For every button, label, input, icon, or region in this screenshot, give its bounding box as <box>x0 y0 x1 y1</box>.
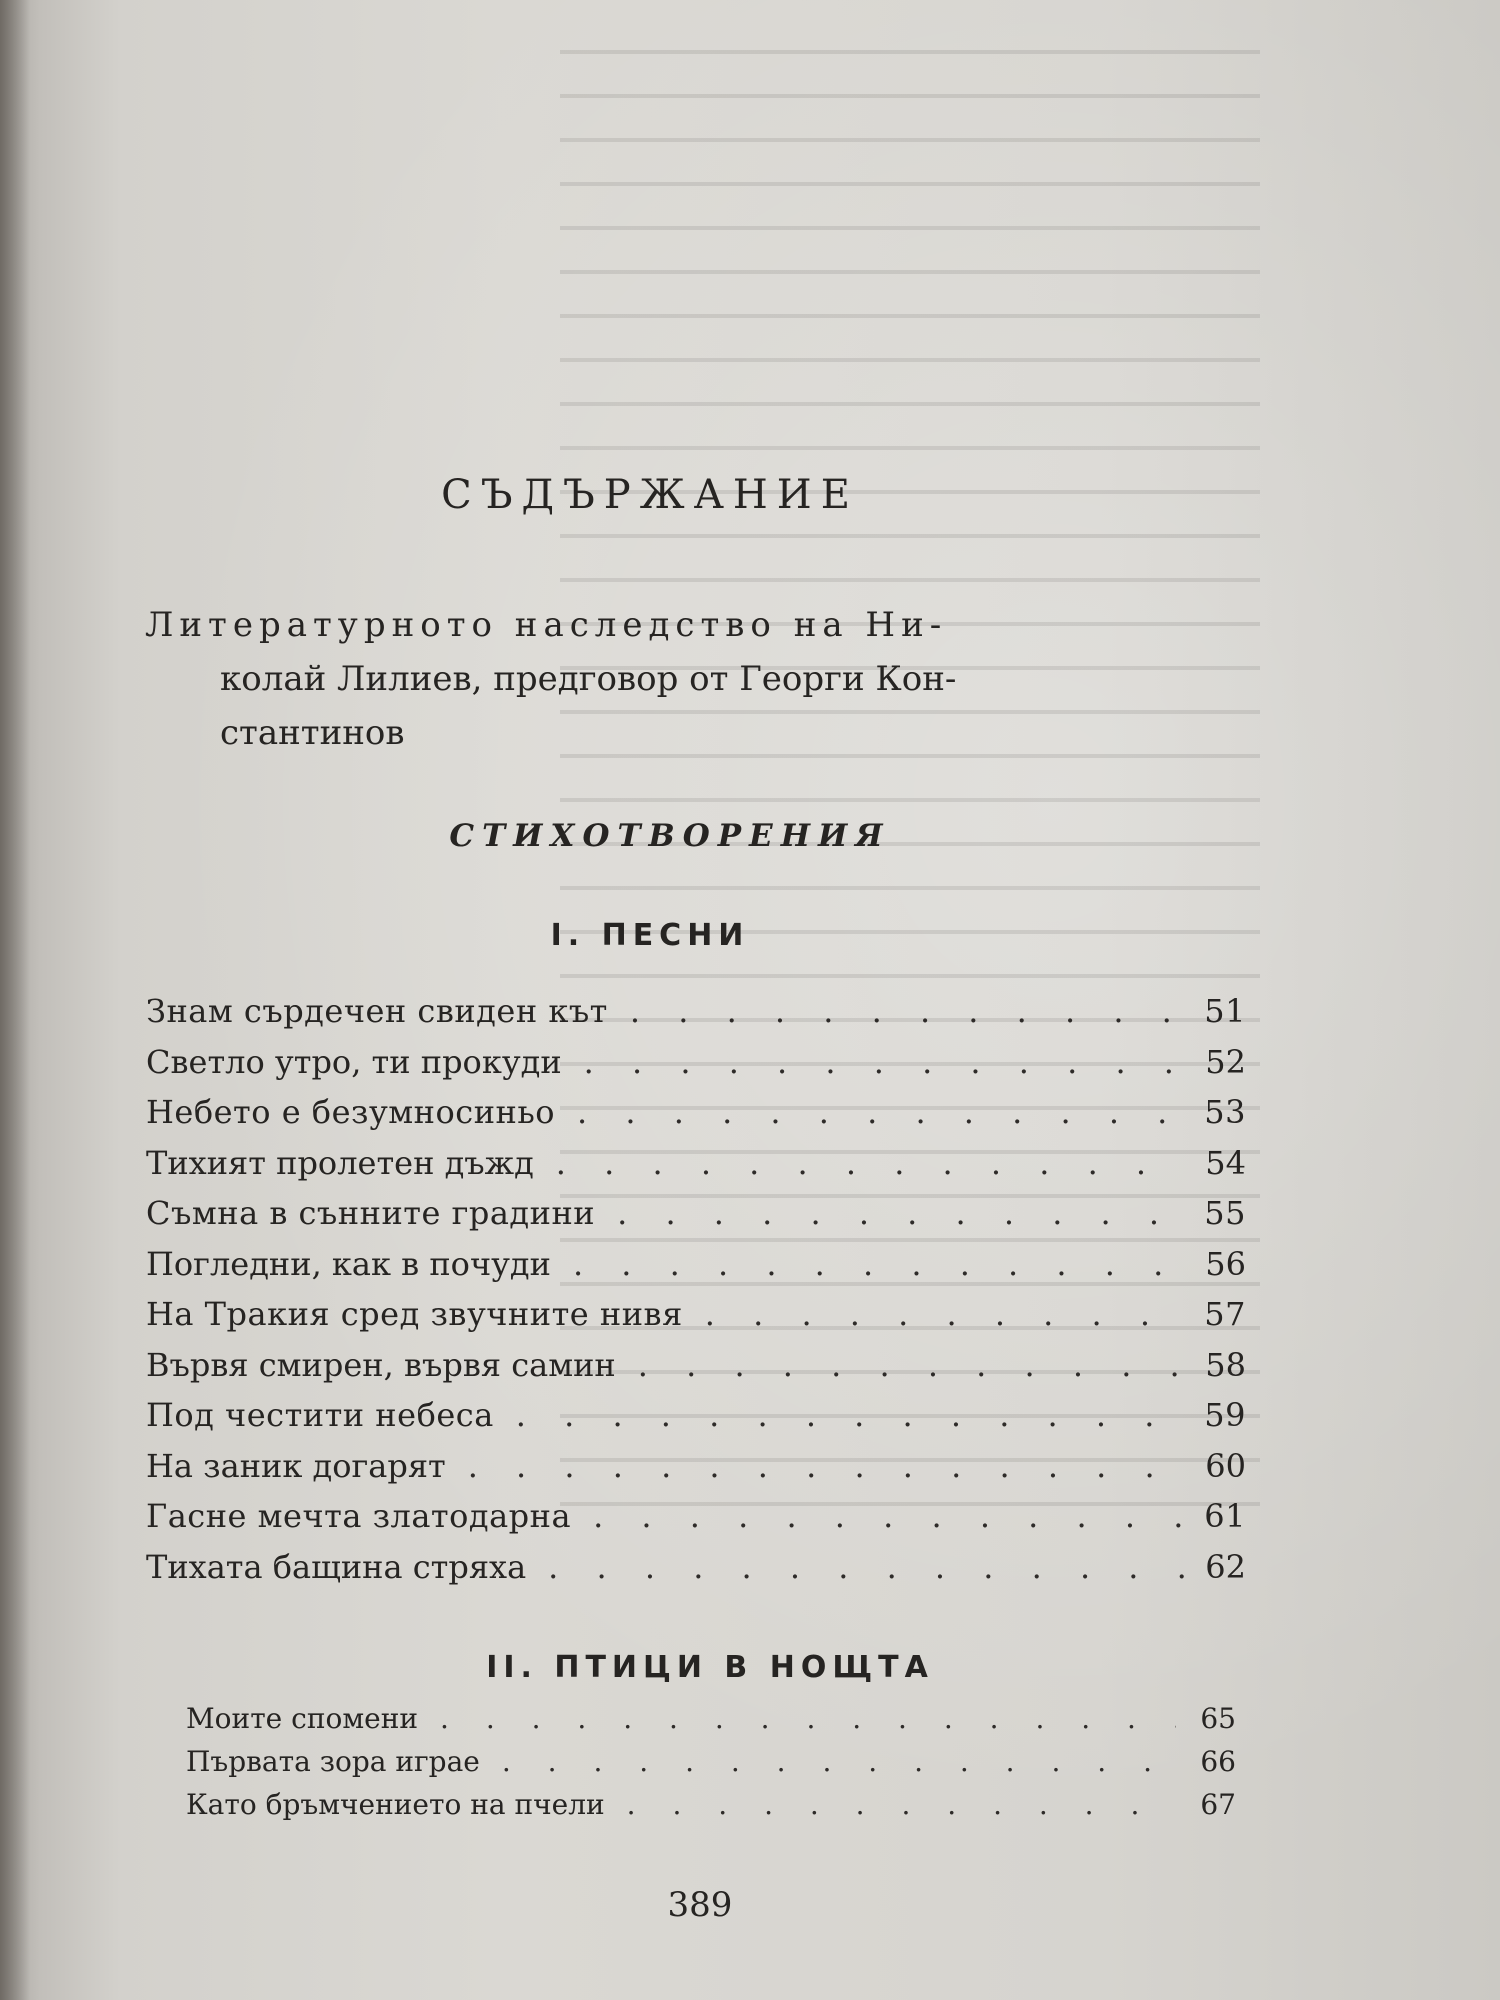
leader-dots <box>494 1390 1186 1441</box>
leader-dots <box>605 1783 1176 1826</box>
toc-entry-page: 56 <box>1205 1244 1246 1283</box>
toc-entry <box>146 1340 1246 1391</box>
toc-entry-title: Светло утро, ти прокуди <box>146 1042 562 1081</box>
leader-dots <box>480 1740 1176 1783</box>
part-heading-birds-in-the-night: II. ПТИЦИ В НОЩТА <box>486 1650 934 1685</box>
toc-entry <box>146 1239 1246 1290</box>
toc-entry-page: 59 <box>1204 1396 1246 1434</box>
toc-entry <box>186 1697 1236 1740</box>
leader-dots <box>526 1542 1186 1593</box>
leader-dots <box>683 1289 1186 1340</box>
toc-entry <box>146 1289 1246 1340</box>
toc-entry-page: 54 <box>1205 1143 1246 1182</box>
toc-entry-title: Тихият пролетен дъжд <box>146 1143 534 1182</box>
leader-dots <box>595 1188 1186 1239</box>
part-heading-songs: I. ПЕСНИ <box>550 918 750 953</box>
toc-entry-page: 65 <box>1200 1702 1236 1735</box>
toc-entry-page: 62 <box>1205 1547 1246 1586</box>
toc-entry-title: Като бръмчението на пчели <box>186 1788 605 1821</box>
leader-dots <box>551 1239 1186 1290</box>
toc-entry-title: Съмна в сънните градини <box>146 1194 596 1232</box>
toc-entry-page: 58 <box>1205 1345 1246 1384</box>
leader-dots <box>534 1138 1186 1189</box>
toc-entry-title: Под честити небеса <box>146 1396 494 1434</box>
toc-entry <box>146 1390 1246 1441</box>
toc-entry <box>186 1783 1236 1826</box>
toc-entry-title: Моите спомени <box>186 1702 419 1735</box>
toc-entry-page: 51 <box>1204 992 1246 1030</box>
leader-dots <box>608 986 1186 1037</box>
toc-entry-title: На заник догарят <box>146 1446 446 1485</box>
toc-entry <box>146 1138 1246 1189</box>
toc-list-birds-in-the-night <box>186 1697 1236 1826</box>
toc-entry-title: На Тракия сред звучните нивя <box>146 1295 683 1333</box>
toc-entry-page: 66 <box>1200 1745 1236 1778</box>
leader-dots <box>446 1441 1186 1492</box>
toc-entry-page: 53 <box>1204 1093 1246 1131</box>
toc-entry-title: Първата зора играе <box>186 1745 480 1778</box>
toc-entry-page: 61 <box>1204 1497 1246 1535</box>
toc-entry <box>186 1740 1236 1783</box>
toc-entry <box>146 1037 1246 1088</box>
toc-entry-page: 57 <box>1204 1295 1246 1333</box>
toc-list-songs <box>146 986 1246 1592</box>
leader-dots <box>616 1340 1186 1391</box>
toc-entry <box>146 1188 1246 1239</box>
toc-entry-page: 55 <box>1204 1194 1246 1232</box>
leader-dots <box>555 1087 1186 1138</box>
preface-line-1: Литературното наследство на Ни- <box>145 605 948 645</box>
toc-entry <box>146 1491 1246 1542</box>
toc-entry <box>146 1542 1246 1593</box>
leader-dots <box>571 1491 1186 1542</box>
contents-title: СЪДЪРЖАНИЕ <box>441 472 859 518</box>
toc-entry-title: Гасне мечта златодарна <box>146 1497 572 1535</box>
leader-dots <box>418 1697 1176 1740</box>
toc-entry-title: Знам сърдечен свиден кът <box>146 992 608 1030</box>
preface-line-3: стантинов <box>220 713 405 753</box>
preface-entry <box>145 598 1265 760</box>
toc-entry-title: Тихата бащина стряха <box>146 1547 527 1586</box>
section-heading-poems: СТИХОТВОРЕНИЯ <box>449 818 891 854</box>
toc-entry <box>146 1087 1246 1138</box>
page-gutter-shadow <box>0 0 30 2000</box>
preface-line-2: колай Лилиев, предговор от Георги Кон- <box>220 659 957 699</box>
toc-entry-title: Вървя смирен, вървя самин <box>146 1345 616 1384</box>
toc-entry-title: Небето е безумносиньо <box>146 1093 556 1131</box>
toc-entry-title: Погледни, как в почуди <box>146 1244 551 1283</box>
leader-dots <box>562 1037 1186 1088</box>
toc-entry-page: 67 <box>1200 1788 1236 1821</box>
page-number: 389 <box>667 1885 733 1925</box>
toc-entry <box>146 986 1246 1037</box>
toc-entry-page: 52 <box>1205 1042 1246 1081</box>
toc-entry <box>146 1441 1246 1492</box>
toc-entry-page: 60 <box>1205 1446 1246 1485</box>
